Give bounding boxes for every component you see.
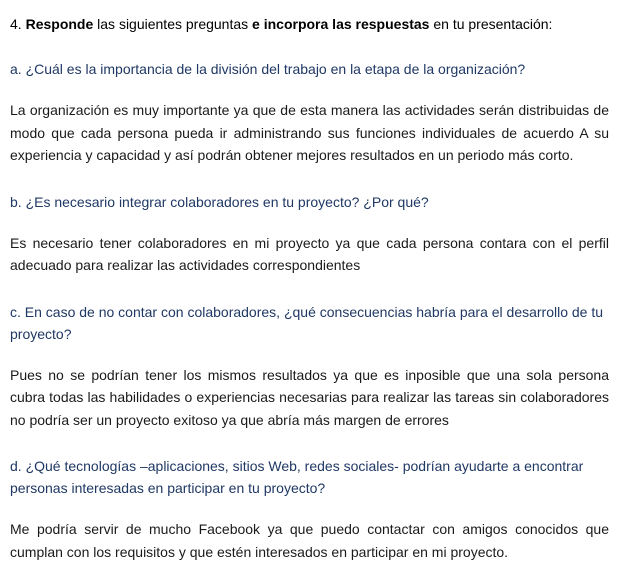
question-a: a. ¿Cuál es la importancia de la división del trabajo en la etapa de la organización? (10, 61, 526, 77)
question-b: b. ¿Es necesario integrar colaboradores en tu proyecto? ¿Por qué? (10, 193, 429, 210)
answer-a: La organización es muy importante ya que de esta manera las actividades serán distribuidas de modo que cada persona pueda ir administrando sus funciones individuales de acuerdo A su experiencia y capacidad y así podrán obtener mejores resultados en un periodo más corto. (10, 102, 609, 163)
instruction-text: las siguientes preguntas (97, 16, 249, 32)
instruction-bold-responde: Responde (25, 16, 94, 32)
instruction-bold-incorpora: e incorpora las respuestas (252, 16, 430, 32)
instruction-line (10, 14, 609, 34)
answer-b: Es necesario tener colaboradores en mi proyecto ya que cada persona contara con el perfil adecuado para realizar las actividades correspondientes (10, 234, 609, 273)
question-d: d. ¿Qué tecnologías –aplicaciones, sitios Web, redes sociales- podrían ayudarte a encontrar personas interesadas en participar en tu proyecto? (10, 458, 584, 496)
instruction-text-end: en tu presentación: (433, 16, 553, 32)
answer-c: Pues no se podrían tener los mismos resultados ya que es inposible que una sola persona cubra todas las habilidades o experiencias necesarias para realizar las tareas sin colaboradores no podría ser un proyecto exitoso ya que abría más margen de errores (10, 366, 609, 428)
question-c: c. En caso de no contar con colaboradores, ¿qué consecuencias habría para el desarrollo de tu proyecto? (10, 303, 604, 342)
answer-d: Me podría servir de mucho Facebook ya que puedo contactar con amigos conocidos que cumplan con los requisitos y que estén interesados en participar en mi proyecto. (10, 521, 609, 560)
instruction-number: 4. (10, 16, 22, 32)
